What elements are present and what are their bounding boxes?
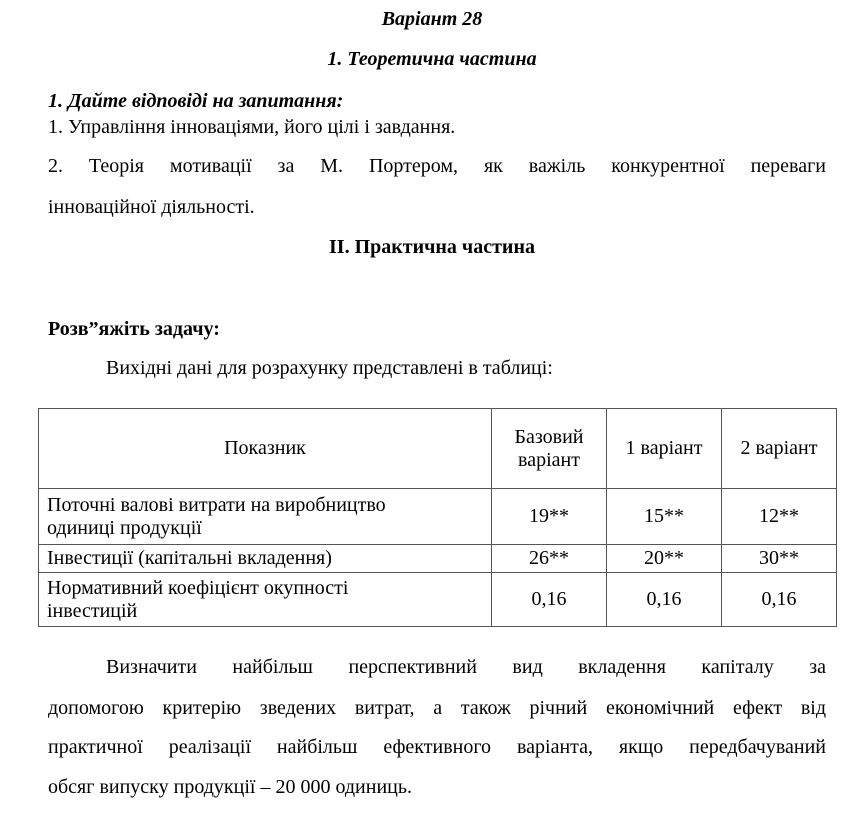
row-label (39, 489, 492, 545)
cell-base: 26** (492, 545, 607, 573)
table-row (39, 573, 837, 627)
task-heading: Розв”яжіть задачу: (48, 318, 220, 340)
table-row (39, 545, 837, 573)
row-label (39, 545, 492, 573)
row-label-line-1: Інвестиції (капітальні вкладення) (47, 547, 332, 569)
questions-heading: 1. Дайте відповіді на запитання: (48, 90, 344, 112)
cell-variant-2: 0,16 (722, 573, 837, 627)
variant-title: Варіант 28 (381, 8, 483, 30)
task-line-1: Визначити найбільш перспективний вид вкладення капіталу за (106, 656, 826, 678)
header-variant-1: 1 варіант (607, 409, 722, 489)
task-line-2: допомогою критерію зведених витрат, а також річний економічний ефект від (48, 697, 826, 719)
header-base-line-1: Базовий (514, 425, 584, 448)
cell-base: 0,16 (492, 573, 607, 627)
header-base-variant (492, 409, 607, 489)
cell-variant-1: 20** (607, 545, 722, 573)
row-label-line-1: Поточні валові витрати на виробництво (47, 493, 386, 516)
row-label-line-2: інвестицій (47, 599, 138, 622)
data-table (38, 408, 837, 627)
table-row (39, 489, 837, 545)
task-line-3: практичної реалізації найбільш ефективного варіанта, якщо передбачуваний (48, 736, 826, 758)
task-line-4: обсяг випуску продукції – 20 000 одиниць. (48, 776, 412, 798)
cell-base: 19** (492, 489, 607, 545)
cell-variant-1: 0,16 (607, 573, 722, 627)
cell-variant-1: 15** (607, 489, 722, 545)
row-label (39, 573, 492, 627)
header-variant-2: 2 варіант (722, 409, 837, 489)
row-label-line-1: Нормативний коефіцієнт окупності (47, 576, 349, 599)
section-1-title: 1. Теоретична частина (327, 48, 537, 70)
cell-variant-2: 30** (722, 545, 837, 573)
section-2-title: ІІ. Практична частина (329, 236, 535, 258)
header-base-line-2: варіант (518, 448, 580, 471)
question-2-line-2: інноваційної діяльності. (48, 196, 255, 218)
table-intro: Вихідні дані для розрахунку представлені в таблиці: (106, 357, 553, 379)
question-2-line-1: 2. Теорія мотивації за М. Портером, як важіль конкурентної переваги (48, 155, 826, 177)
table-header-row (39, 409, 837, 489)
question-1: 1. Управління інноваціями, його цілі і завдання. (48, 116, 456, 138)
row-label-line-2: одиниці продукції (47, 516, 202, 539)
cell-variant-2: 12** (722, 489, 837, 545)
header-indicator: Показник (39, 409, 492, 489)
